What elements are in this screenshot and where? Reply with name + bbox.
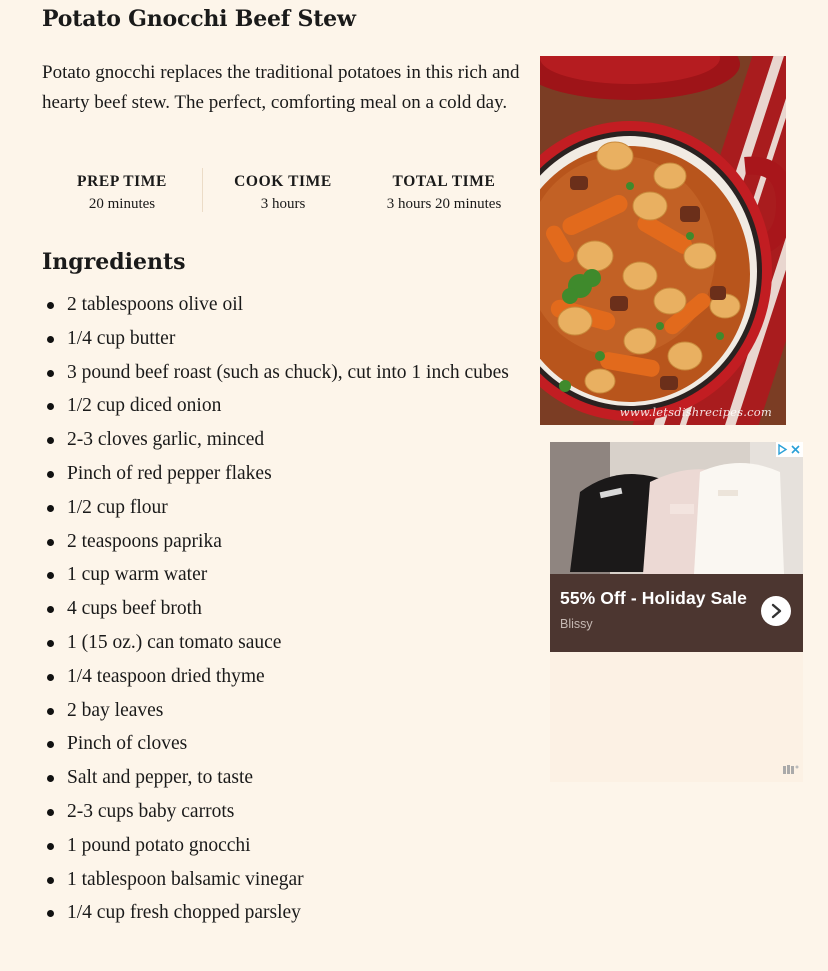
ingredient-item: 2-3 cloves garlic, minced (42, 425, 522, 454)
ingredient-item: 2-3 cups baby carrots (42, 797, 522, 826)
ingredient-item: 1/4 cup butter (42, 324, 522, 353)
recipe-title: Potato Gnocchi Beef Stew (42, 6, 356, 32)
ingredient-item: 2 bay leaves (42, 696, 522, 725)
ingredient-item: 1 (15 oz.) can tomato sauce (42, 628, 522, 657)
ad-choices-icon[interactable] (776, 442, 803, 457)
stew-illustration (540, 56, 786, 425)
photo-watermark: www.letsdishrecipes.com (619, 405, 772, 419)
ingredient-item: 1/4 teaspoon dried thyme (42, 662, 522, 691)
ingredient-item: 1/4 cup fresh chopped parsley (42, 898, 522, 927)
cook-time-label: COOK TIME (234, 173, 332, 190)
ingredient-item: 1/2 cup flour (42, 493, 522, 522)
total-time-label: TOTAL TIME (392, 173, 496, 190)
ingredient-item: Pinch of red pepper flakes (42, 459, 522, 488)
ingredient-item: 2 tablespoons olive oil (42, 290, 522, 319)
ad-indicator-icon (783, 764, 799, 774)
prep-time-label: PREP TIME (77, 173, 167, 190)
ad-caption-bar[interactable] (550, 574, 803, 652)
cook-time-value: 3 hours (260, 196, 306, 212)
ad-headline[interactable]: 55% Off - Holiday Sale (560, 588, 747, 608)
ad-placeholder (550, 652, 803, 782)
ingredient-item: 3 pound beef roast (such as chuck), cut into 1 inch cubes (42, 358, 522, 387)
ingredient-item: 1/2 cup diced onion (42, 391, 522, 420)
ingredient-item: 2 teaspoons paprika (42, 527, 522, 556)
ingredient-item: 1 pound potato gnocchi (42, 831, 522, 860)
ingredients-heading: Ingredients (42, 249, 186, 275)
ingredient-item: Pinch of cloves (42, 729, 522, 758)
ingredient-item: 1 tablespoon balsamic vinegar (42, 865, 522, 894)
prep-time-value: 20 minutes (88, 196, 156, 212)
chevron-right-icon[interactable] (761, 596, 791, 626)
ingredient-item: 1 cup warm water (42, 560, 522, 589)
pillow-ad-image (550, 442, 803, 574)
recipe-times (42, 168, 527, 212)
ingredient-item: 4 cups beef broth (42, 594, 522, 623)
ingredient-item: Salt and pepper, to taste (42, 763, 522, 792)
recipe-description: Potato gnocchi replaces the traditional potatoes in this rich and hearty beef stew. The perfect, comforting meal on a cold day. (42, 62, 520, 113)
cook-time (203, 168, 363, 212)
ad-banner[interactable] (550, 442, 803, 652)
ingredients-list (42, 290, 522, 932)
total-time-value: 3 hours 20 minutes (386, 196, 502, 212)
ad-brand[interactable]: Blissy (560, 617, 593, 631)
prep-time (42, 168, 203, 212)
recipe-photo[interactable] (540, 56, 786, 425)
total-time (363, 168, 525, 212)
